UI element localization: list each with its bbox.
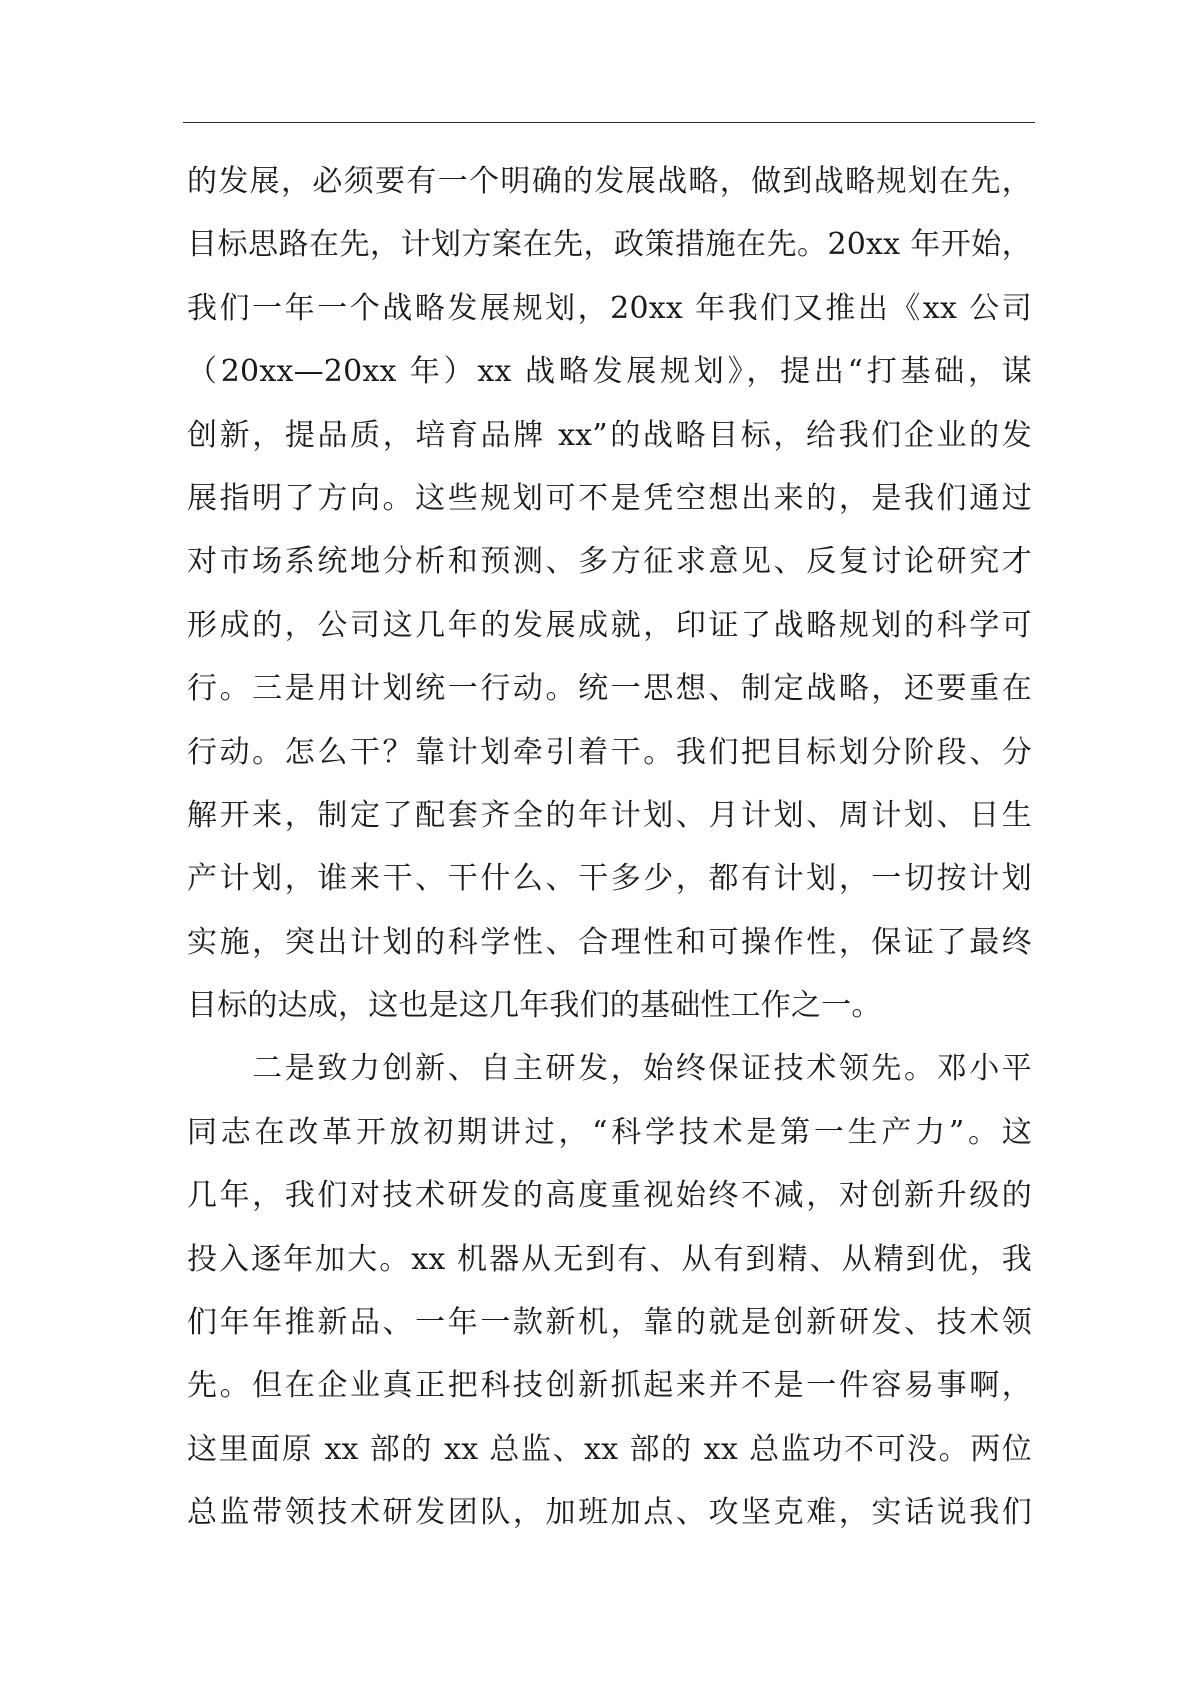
text-line: 几年，我们对技术研发的高度重视始终不减，对创新升级的 — [187, 1178, 1032, 1214]
text-line: 们年年推新品、一年一款新机，靠的就是创新研发、技术领 — [187, 1305, 1032, 1341]
text-line: 同志在改革开放初期讲过，“科学技术是第一生产力”。这 — [187, 1114, 1032, 1150]
text-line: 解开来，制定了配套齐全的年计划、月计划、周计划、日生 — [187, 797, 1032, 833]
text-line: 实施，突出计划的科学性、合理性和可操作性，保证了最终 — [187, 924, 1032, 960]
text-line: 目标思路在先，计划方案在先，政策措施在先。20xx 年开始， — [187, 227, 1032, 263]
text-line: 行。三是用计划统一行动。统一思想、制定战略，还要重在 — [187, 671, 1032, 707]
text-line: 先。但在企业真正把科技创新抓起来并不是一件容易事啊， — [187, 1368, 1032, 1404]
text-line: 行动。怎么干？靠计划牵引着干。我们把目标划分阶段、分 — [187, 734, 1032, 770]
paragraph-end-line: 目标的达成，这也是这几年我们的基础性工作之一。 — [187, 988, 882, 1024]
text-line: 创新，提品质，培育品牌 xx”的战略目标，给我们企业的发 — [187, 417, 1032, 453]
text-line: 总监带领技术研发团队，加班加点、攻坚克难，实话说我们 — [187, 1495, 1032, 1531]
document-body — [187, 150, 1032, 1545]
text-line: 这里面原 xx 部的 xx 总监、xx 部的 xx 总监功不可没。两位 — [187, 1431, 1032, 1467]
text-line: 产计划，谁来干、干什么、干多少，都有计划，一切按计划 — [187, 861, 1032, 897]
text-line: 展指明了方向。这些规划可不是凭空想出来的，是我们通过 — [187, 480, 1032, 516]
paragraph-start-line: 二是致力创新、自主研发，始终保证技术领先。邓小平 — [187, 1051, 1032, 1087]
text-line: 的发展，必须要有一个明确的发展战略，做到战略规划在先， — [187, 164, 1032, 199]
text-line: 投入逐年加大。xx 机器从无到有、从有到精、从精到优，我 — [187, 1241, 1032, 1277]
header-rule — [183, 122, 1035, 123]
text-line: 对市场系统地分析和预测、多方征求意见、反复讨论研究才 — [187, 544, 1032, 580]
text-line: 我们一年一个战略发展规划，20xx 年我们又推出《xx 公司 — [187, 290, 1032, 326]
text-line: 形成的，公司这几年的发展成就，印证了战略规划的科学可 — [187, 607, 1032, 643]
text-line: （20xx—20xx 年）xx 战略发展规划》，提出“打基础，谋 — [187, 354, 1032, 390]
